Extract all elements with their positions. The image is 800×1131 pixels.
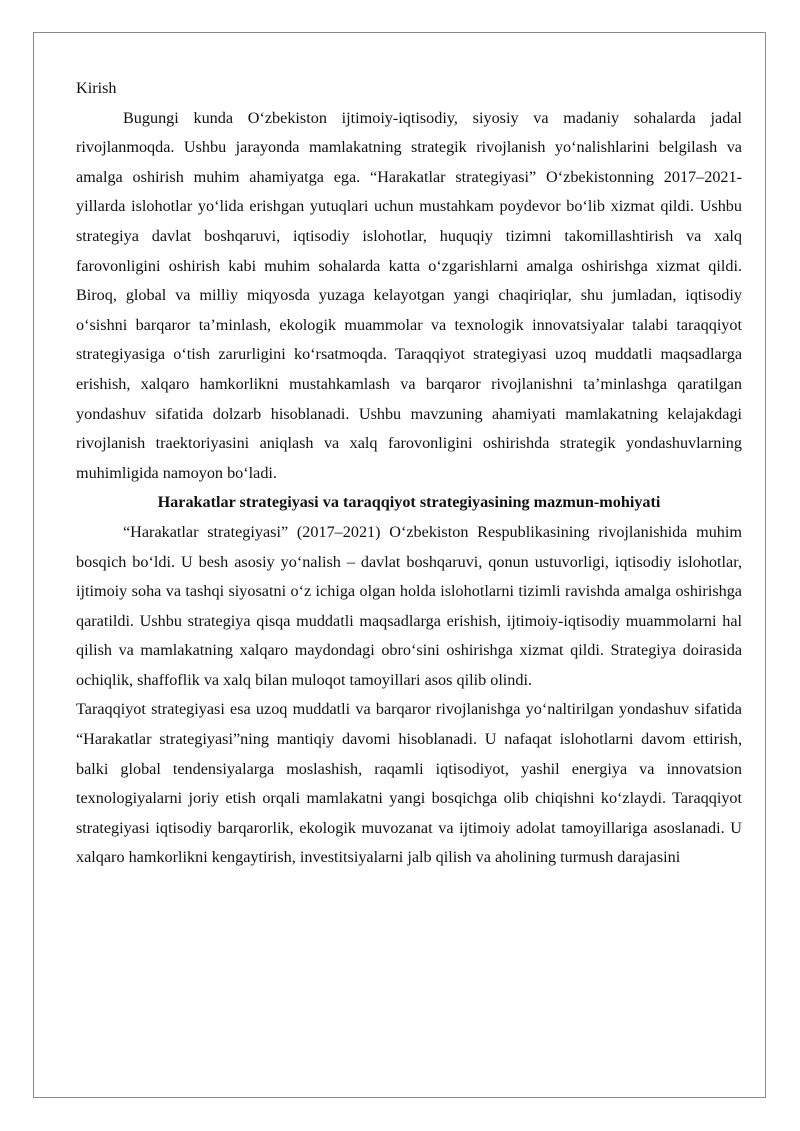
section-heading: Harakatlar strategiyasi va taraqqiyot strategiyasining mazmun-mohiyati: [157, 493, 661, 512]
intro-paragraph: Bugungi kunda O‘zbekiston ijtimoiy-iqtisodiy, siyosiy va madaniy sohalarda jadal rivojlanmoqda. Ushbu jarayonda mamlakatning strategik rivojlanish yo‘nalishlarini belgilash va amalga oshirish muhim ahamiyatga ega. “Harakatlar strategiyasi” O‘zbekistonning 2017–2021-yillarda islohotlar yo‘lida erishgan yutuqlari uchun mustahkam poydevor bo‘lib xizmat qildi. Ushbu strategiya davlat boshqaruvi, iqtisodiy islohotlar, huquqiy tizimni takomillashtirish va xalq farovonligini oshirish kabi muhim sohalarda katta o‘zgarishlarni amalga oshirishga xizmat qildi. Biroq, global va milliy miqyosda yuzaga kelayotgan yangi chaqiriqlar, shu jumladan, iqtisodiy o‘sishni barqaror ta’minlash, ekologik muammolar va texnologik innovatsiyalar talabi taraqqiyot strategiyasiga o‘tish zarurligini ko‘rsatmoqda. Taraqqiyot strategiyasi uzoq muddatli maqsadlarga erishish, xalqaro hamkorlikni mustahkamlash va barqaror rivojlanishni ta’minlashga qaratilgan yondashuv sifatida dolzarb hisoblanadi. Ushbu mavzuning ahamiyati mamlakatning kelajakdagi rivojlanish traektoriyasini aniqlash va xalq farovonligini oshirishda strategik yondashuvlarning muhimligida namoyon bo‘ladi.: [76, 108, 742, 482]
document-body: [76, 74, 742, 873]
body-paragraph-harakatlar: “Harakatlar strategiyasi” (2017–2021) O‘zbekiston Respublikasining rivojlanishida muhim bosqich bo‘ldi. U besh asosiy yo‘nalish – davlat boshqaruvi, qonun ustuvorligi, iqtisodiy islohotlar, ijtimoiy soha va tashqi siyosatni o‘z ichiga olgan holda islohotlarni tizimli ravishda amalga oshirishga qaratildi. Ushbu strategiya qisqa muddatli maqsadlarga erishish, ijtimoiy-iqtisodiy muammolarni hal qilish va mamlakatning xalqaro maydondagi obro‘sini oshirishga xizmat qildi. Strategiya doirasida ochiqlik, shaffoflik va xalq bilan muloqot tamoyillari asos qilib olindi.: [76, 522, 742, 689]
intro-heading: Kirish: [76, 79, 117, 97]
body-paragraph-taraqqiyot: Taraqqiyot strategiyasi esa uzoq muddatli va barqaror rivojlanishga yo‘naltirilgan yondashuv sifatida “Harakatlar strategiyasi”ning mantiqiy davomi hisoblanadi. U nafaqat islohotlarni davom ettirish, balki global tendensiyalarga moslashish, raqamli iqtisodiyot, yashil energiya va innovatsion texnologiyalarni joriy etish orqali mamlakatni yangi bosqichga olib chiqishni ko‘zlaydi. Taraqqiyot strategiyasi iqtisodiy barqarorlik, ekologik muvozanat va ijtimoiy adolat tamoyillariga asoslanadi. U xalqaro hamkorlikni kengaytirish, investitsiyalarni jalb qilish va aholining turmush darajasini: [76, 700, 742, 867]
